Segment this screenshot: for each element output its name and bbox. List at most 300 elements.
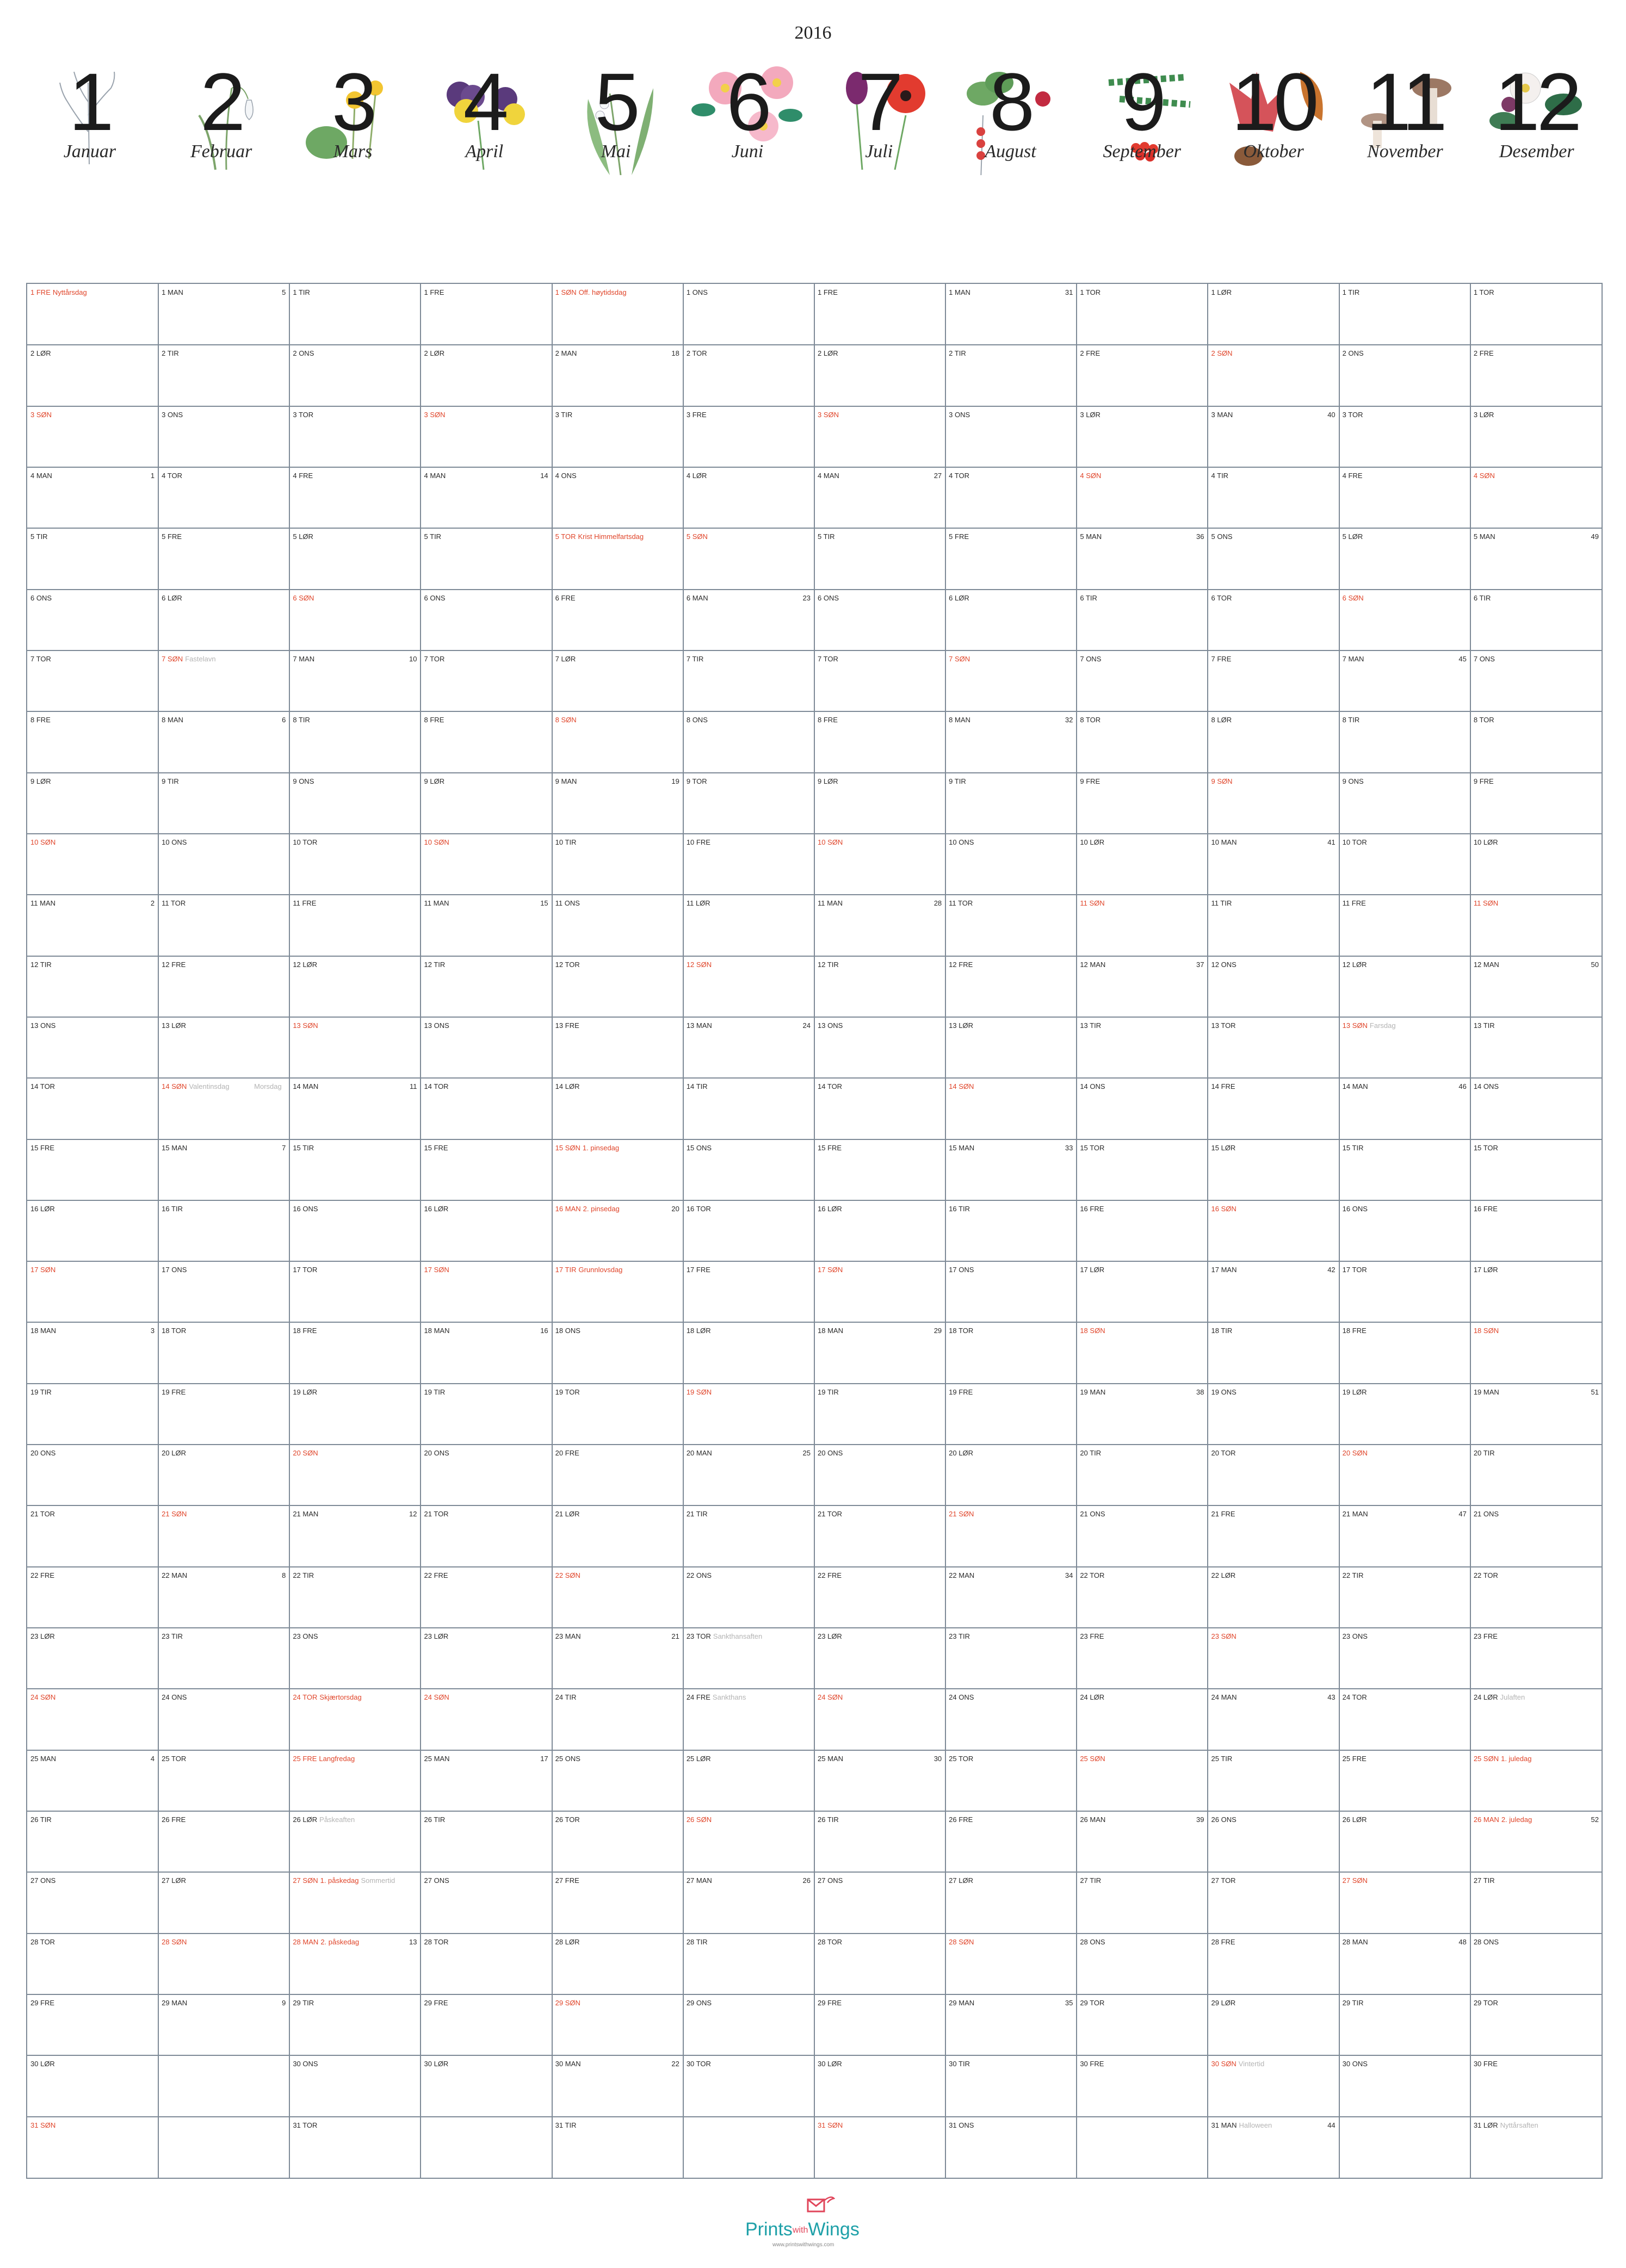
day-cell[interactable] xyxy=(1470,467,1602,529)
day-cell[interactable] xyxy=(1339,1994,1471,2056)
day-cell[interactable] xyxy=(1077,1872,1208,1934)
day-cell[interactable] xyxy=(27,2117,159,2178)
day-cell[interactable] xyxy=(1208,834,1340,895)
day-cell[interactable] xyxy=(1339,2055,1471,2117)
day-cell[interactable] xyxy=(1077,1261,1208,1323)
day-cell[interactable] xyxy=(27,284,159,345)
day-cell[interactable] xyxy=(814,2117,946,2178)
day-cell[interactable] xyxy=(552,1628,684,1689)
day-cell[interactable] xyxy=(945,2055,1077,2117)
day-cell[interactable] xyxy=(552,956,684,1018)
day-cell[interactable] xyxy=(1077,1139,1208,1201)
day-cell[interactable] xyxy=(945,1078,1077,1139)
day-cell[interactable] xyxy=(1208,1872,1340,1934)
day-cell[interactable] xyxy=(552,650,684,712)
day-cell[interactable] xyxy=(27,1078,159,1139)
day-cell[interactable] xyxy=(289,2055,421,2117)
day-cell[interactable] xyxy=(27,467,159,529)
day-cell[interactable] xyxy=(945,1384,1077,1445)
day-cell[interactable] xyxy=(1077,2117,1208,2178)
day-cell[interactable] xyxy=(289,773,421,834)
day-cell[interactable] xyxy=(289,650,421,712)
day-cell[interactable] xyxy=(1339,528,1471,590)
day-cell[interactable] xyxy=(289,956,421,1018)
day-cell[interactable] xyxy=(552,1505,684,1567)
day-cell[interactable] xyxy=(27,528,159,590)
day-cell[interactable] xyxy=(158,1017,290,1079)
day-cell[interactable] xyxy=(289,895,421,956)
day-cell[interactable] xyxy=(1208,284,1340,345)
day-cell[interactable] xyxy=(945,1567,1077,1628)
day-cell[interactable] xyxy=(945,528,1077,590)
day-cell[interactable] xyxy=(27,1567,159,1628)
day-cell[interactable] xyxy=(683,1322,815,1384)
day-cell[interactable] xyxy=(1339,956,1471,1018)
day-cell[interactable] xyxy=(1077,1384,1208,1445)
day-cell[interactable] xyxy=(1077,773,1208,834)
day-cell[interactable] xyxy=(814,1567,946,1628)
day-cell[interactable] xyxy=(683,834,815,895)
day-cell[interactable] xyxy=(814,406,946,468)
day-cell[interactable] xyxy=(158,1200,290,1262)
day-cell[interactable] xyxy=(814,1505,946,1567)
day-cell[interactable] xyxy=(421,467,553,529)
day-cell[interactable] xyxy=(1339,1872,1471,1934)
day-cell[interactable] xyxy=(1339,1139,1471,1201)
day-cell[interactable] xyxy=(814,467,946,529)
day-cell[interactable] xyxy=(1339,1628,1471,1689)
day-cell[interactable] xyxy=(27,711,159,773)
day-cell[interactable] xyxy=(1470,711,1602,773)
day-cell[interactable] xyxy=(683,2117,815,2178)
day-cell[interactable] xyxy=(814,1445,946,1506)
day-cell[interactable] xyxy=(552,834,684,895)
day-cell[interactable] xyxy=(1208,1017,1340,1079)
day-cell[interactable] xyxy=(158,1872,290,1934)
day-cell[interactable] xyxy=(814,1628,946,1689)
day-cell[interactable] xyxy=(1077,1689,1208,1750)
day-cell[interactable] xyxy=(945,1811,1077,1873)
day-cell[interactable] xyxy=(814,773,946,834)
day-cell[interactable] xyxy=(27,895,159,956)
day-cell[interactable] xyxy=(683,1934,815,1995)
day-cell[interactable] xyxy=(1339,1261,1471,1323)
day-cell[interactable] xyxy=(158,284,290,345)
day-cell[interactable] xyxy=(552,1750,684,1812)
day-cell[interactable] xyxy=(289,467,421,529)
day-cell[interactable] xyxy=(1077,1322,1208,1384)
day-cell[interactable] xyxy=(814,711,946,773)
day-cell[interactable] xyxy=(552,1445,684,1506)
day-cell[interactable] xyxy=(945,956,1077,1018)
day-cell[interactable] xyxy=(1339,406,1471,468)
day-cell[interactable] xyxy=(1077,1567,1208,1628)
day-cell[interactable] xyxy=(814,956,946,1018)
day-cell[interactable] xyxy=(552,1261,684,1323)
day-cell[interactable] xyxy=(1470,1078,1602,1139)
day-cell[interactable] xyxy=(1339,1750,1471,1812)
day-cell[interactable] xyxy=(945,1505,1077,1567)
day-cell[interactable] xyxy=(158,711,290,773)
day-cell[interactable] xyxy=(1470,1628,1602,1689)
day-cell[interactable] xyxy=(27,345,159,406)
day-cell[interactable] xyxy=(1077,650,1208,712)
day-cell[interactable] xyxy=(552,1567,684,1628)
day-cell[interactable] xyxy=(1470,1750,1602,1812)
day-cell[interactable] xyxy=(1470,284,1602,345)
day-cell[interactable] xyxy=(814,1200,946,1262)
day-cell[interactable] xyxy=(1470,1261,1602,1323)
day-cell[interactable] xyxy=(1208,1139,1340,1201)
day-cell[interactable] xyxy=(1208,1811,1340,1873)
day-cell[interactable] xyxy=(552,1139,684,1201)
day-cell[interactable] xyxy=(1208,1078,1340,1139)
day-cell[interactable] xyxy=(1339,284,1471,345)
day-cell[interactable] xyxy=(158,1139,290,1201)
day-cell[interactable] xyxy=(814,1017,946,1079)
day-cell[interactable] xyxy=(158,1934,290,1995)
day-cell[interactable] xyxy=(158,1628,290,1689)
day-cell[interactable] xyxy=(1077,711,1208,773)
day-cell[interactable] xyxy=(158,956,290,1018)
day-cell[interactable] xyxy=(552,895,684,956)
day-cell[interactable] xyxy=(552,345,684,406)
day-cell[interactable] xyxy=(552,773,684,834)
day-cell[interactable] xyxy=(158,1689,290,1750)
day-cell[interactable] xyxy=(421,1322,553,1384)
day-cell[interactable] xyxy=(27,1200,159,1262)
day-cell[interactable] xyxy=(289,1139,421,1201)
day-cell[interactable] xyxy=(158,1750,290,1812)
day-cell[interactable] xyxy=(158,1505,290,1567)
day-cell[interactable] xyxy=(289,1200,421,1262)
day-cell[interactable] xyxy=(289,590,421,651)
day-cell[interactable] xyxy=(945,1628,1077,1689)
day-cell[interactable] xyxy=(1470,773,1602,834)
day-cell[interactable] xyxy=(683,1872,815,1934)
day-cell[interactable] xyxy=(945,406,1077,468)
day-cell[interactable] xyxy=(289,1750,421,1812)
day-cell[interactable] xyxy=(814,1078,946,1139)
day-cell[interactable] xyxy=(1339,1689,1471,1750)
day-cell[interactable] xyxy=(683,1750,815,1812)
day-cell[interactable] xyxy=(1077,1505,1208,1567)
day-cell[interactable] xyxy=(552,2117,684,2178)
day-cell[interactable] xyxy=(945,1261,1077,1323)
day-cell[interactable] xyxy=(289,284,421,345)
day-cell[interactable] xyxy=(1208,1750,1340,1812)
day-cell[interactable] xyxy=(289,1017,421,1079)
day-cell[interactable] xyxy=(552,1689,684,1750)
day-cell[interactable] xyxy=(1470,834,1602,895)
day-cell[interactable] xyxy=(1470,528,1602,590)
day-cell[interactable] xyxy=(1339,1567,1471,1628)
day-cell[interactable] xyxy=(27,406,159,468)
day-cell[interactable] xyxy=(1470,2117,1602,2178)
day-cell[interactable] xyxy=(1077,1078,1208,1139)
day-cell[interactable] xyxy=(1208,1689,1340,1750)
day-cell[interactable] xyxy=(1339,773,1471,834)
day-cell[interactable] xyxy=(1339,2117,1471,2178)
day-cell[interactable] xyxy=(1208,1322,1340,1384)
day-cell[interactable] xyxy=(289,834,421,895)
day-cell[interactable] xyxy=(945,1139,1077,1201)
day-cell[interactable] xyxy=(289,1078,421,1139)
day-cell[interactable] xyxy=(683,1139,815,1201)
day-cell[interactable] xyxy=(421,1750,553,1812)
day-cell[interactable] xyxy=(945,1934,1077,1995)
day-cell[interactable] xyxy=(158,1445,290,1506)
day-cell[interactable] xyxy=(1208,711,1340,773)
day-cell[interactable] xyxy=(421,773,553,834)
day-cell[interactable] xyxy=(27,1017,159,1079)
day-cell[interactable] xyxy=(1077,1628,1208,1689)
day-cell[interactable] xyxy=(814,650,946,712)
day-cell[interactable] xyxy=(158,895,290,956)
day-cell[interactable] xyxy=(1077,528,1208,590)
day-cell[interactable] xyxy=(1339,1384,1471,1445)
day-cell[interactable] xyxy=(158,2117,290,2178)
day-cell[interactable] xyxy=(1470,1934,1602,1995)
day-cell[interactable] xyxy=(1077,467,1208,529)
day-cell[interactable] xyxy=(1208,1384,1340,1445)
day-cell[interactable] xyxy=(27,1139,159,1201)
day-cell[interactable] xyxy=(421,1872,553,1934)
day-cell[interactable] xyxy=(1339,1811,1471,1873)
day-cell[interactable] xyxy=(552,2055,684,2117)
day-cell[interactable] xyxy=(1339,590,1471,651)
day-cell[interactable] xyxy=(289,528,421,590)
day-cell[interactable] xyxy=(421,1261,553,1323)
day-cell[interactable] xyxy=(683,895,815,956)
day-cell[interactable] xyxy=(158,590,290,651)
day-cell[interactable] xyxy=(27,1505,159,1567)
day-cell[interactable] xyxy=(158,1078,290,1139)
day-cell[interactable] xyxy=(814,2055,946,2117)
day-cell[interactable] xyxy=(1470,1567,1602,1628)
day-cell[interactable] xyxy=(552,1994,684,2056)
day-cell[interactable] xyxy=(1077,1200,1208,1262)
day-cell[interactable] xyxy=(683,1628,815,1689)
day-cell[interactable] xyxy=(945,1750,1077,1812)
day-cell[interactable] xyxy=(552,1078,684,1139)
day-cell[interactable] xyxy=(683,1994,815,2056)
day-cell[interactable] xyxy=(1470,345,1602,406)
day-cell[interactable] xyxy=(1339,1322,1471,1384)
day-cell[interactable] xyxy=(421,895,553,956)
day-cell[interactable] xyxy=(1208,1505,1340,1567)
day-cell[interactable] xyxy=(158,345,290,406)
day-cell[interactable] xyxy=(1208,1934,1340,1995)
day-cell[interactable] xyxy=(945,1445,1077,1506)
day-cell[interactable] xyxy=(1339,711,1471,773)
day-cell[interactable] xyxy=(27,650,159,712)
day-cell[interactable] xyxy=(289,1384,421,1445)
day-cell[interactable] xyxy=(552,284,684,345)
day-cell[interactable] xyxy=(289,1872,421,1934)
day-cell[interactable] xyxy=(1339,1078,1471,1139)
day-cell[interactable] xyxy=(552,1811,684,1873)
day-cell[interactable] xyxy=(1208,1628,1340,1689)
day-cell[interactable] xyxy=(1470,1384,1602,1445)
day-cell[interactable] xyxy=(289,1505,421,1567)
day-cell[interactable] xyxy=(1208,467,1340,529)
day-cell[interactable] xyxy=(1077,1017,1208,1079)
day-cell[interactable] xyxy=(27,1994,159,2056)
day-cell[interactable] xyxy=(421,1567,553,1628)
day-cell[interactable] xyxy=(27,1872,159,1934)
day-cell[interactable] xyxy=(683,406,815,468)
day-cell[interactable] xyxy=(1077,1445,1208,1506)
day-cell[interactable] xyxy=(683,1567,815,1628)
day-cell[interactable] xyxy=(683,773,815,834)
day-cell[interactable] xyxy=(1470,1139,1602,1201)
day-cell[interactable] xyxy=(27,1934,159,1995)
day-cell[interactable] xyxy=(683,650,815,712)
day-cell[interactable] xyxy=(552,590,684,651)
day-cell[interactable] xyxy=(814,895,946,956)
day-cell[interactable] xyxy=(421,956,553,1018)
day-cell[interactable] xyxy=(814,834,946,895)
day-cell[interactable] xyxy=(27,590,159,651)
day-cell[interactable] xyxy=(1470,590,1602,651)
day-cell[interactable] xyxy=(421,650,553,712)
day-cell[interactable] xyxy=(814,1994,946,2056)
day-cell[interactable] xyxy=(683,284,815,345)
day-cell[interactable] xyxy=(552,1934,684,1995)
day-cell[interactable] xyxy=(1339,1017,1471,1079)
day-cell[interactable] xyxy=(814,284,946,345)
day-cell[interactable] xyxy=(1208,1261,1340,1323)
day-cell[interactable] xyxy=(552,1017,684,1079)
day-cell[interactable] xyxy=(1470,1811,1602,1873)
day-cell[interactable] xyxy=(421,284,553,345)
day-cell[interactable] xyxy=(289,1934,421,1995)
day-cell[interactable] xyxy=(289,1445,421,1506)
day-cell[interactable] xyxy=(1339,834,1471,895)
day-cell[interactable] xyxy=(421,711,553,773)
day-cell[interactable] xyxy=(683,1445,815,1506)
day-cell[interactable] xyxy=(421,1200,553,1262)
day-cell[interactable] xyxy=(421,1994,553,2056)
day-cell[interactable] xyxy=(27,956,159,1018)
day-cell[interactable] xyxy=(814,1384,946,1445)
day-cell[interactable] xyxy=(1208,2055,1340,2117)
day-cell[interactable] xyxy=(158,1994,290,2056)
day-cell[interactable] xyxy=(158,1384,290,1445)
day-cell[interactable] xyxy=(421,1628,553,1689)
day-cell[interactable] xyxy=(683,528,815,590)
day-cell[interactable] xyxy=(27,1445,159,1506)
day-cell[interactable] xyxy=(814,1811,946,1873)
day-cell[interactable] xyxy=(814,1872,946,1934)
day-cell[interactable] xyxy=(27,1628,159,1689)
day-cell[interactable] xyxy=(27,1750,159,1812)
day-cell[interactable] xyxy=(1077,956,1208,1018)
day-cell[interactable] xyxy=(683,956,815,1018)
day-cell[interactable] xyxy=(421,1078,553,1139)
day-cell[interactable] xyxy=(1077,284,1208,345)
day-cell[interactable] xyxy=(1470,2055,1602,2117)
day-cell[interactable] xyxy=(552,711,684,773)
day-cell[interactable] xyxy=(1339,1200,1471,1262)
day-cell[interactable] xyxy=(945,1689,1077,1750)
day-cell[interactable] xyxy=(421,1505,553,1567)
day-cell[interactable] xyxy=(683,467,815,529)
day-cell[interactable] xyxy=(814,1139,946,1201)
day-cell[interactable] xyxy=(1470,1322,1602,1384)
day-cell[interactable] xyxy=(1077,1811,1208,1873)
day-cell[interactable] xyxy=(683,1505,815,1567)
day-cell[interactable] xyxy=(1208,345,1340,406)
day-cell[interactable] xyxy=(421,1139,553,1201)
day-cell[interactable] xyxy=(683,1811,815,1873)
day-cell[interactable] xyxy=(1208,1567,1340,1628)
day-cell[interactable] xyxy=(158,1322,290,1384)
day-cell[interactable] xyxy=(27,2055,159,2117)
day-cell[interactable] xyxy=(1077,406,1208,468)
day-cell[interactable] xyxy=(1077,2055,1208,2117)
day-cell[interactable] xyxy=(289,1811,421,1873)
day-cell[interactable] xyxy=(683,1261,815,1323)
day-cell[interactable] xyxy=(289,1261,421,1323)
day-cell[interactable] xyxy=(27,1261,159,1323)
day-cell[interactable] xyxy=(289,1994,421,2056)
day-cell[interactable] xyxy=(945,1017,1077,1079)
day-cell[interactable] xyxy=(289,406,421,468)
day-cell[interactable] xyxy=(27,1689,159,1750)
day-cell[interactable] xyxy=(421,2055,553,2117)
day-cell[interactable] xyxy=(158,1811,290,1873)
day-cell[interactable] xyxy=(683,2055,815,2117)
day-cell[interactable] xyxy=(683,1017,815,1079)
day-cell[interactable] xyxy=(158,528,290,590)
day-cell[interactable] xyxy=(1339,1505,1471,1567)
day-cell[interactable] xyxy=(1470,1689,1602,1750)
day-cell[interactable] xyxy=(1208,956,1340,1018)
day-cell[interactable] xyxy=(945,1200,1077,1262)
day-cell[interactable] xyxy=(27,834,159,895)
day-cell[interactable] xyxy=(552,528,684,590)
day-cell[interactable] xyxy=(421,834,553,895)
day-cell[interactable] xyxy=(27,1811,159,1873)
day-cell[interactable] xyxy=(814,1322,946,1384)
day-cell[interactable] xyxy=(158,406,290,468)
day-cell[interactable] xyxy=(945,773,1077,834)
day-cell[interactable] xyxy=(1470,1994,1602,2056)
day-cell[interactable] xyxy=(158,1261,290,1323)
day-cell[interactable] xyxy=(289,2117,421,2178)
day-cell[interactable] xyxy=(1077,834,1208,895)
day-cell[interactable] xyxy=(421,528,553,590)
day-cell[interactable] xyxy=(683,590,815,651)
day-cell[interactable] xyxy=(1208,1994,1340,2056)
day-cell[interactable] xyxy=(1470,1872,1602,1934)
day-cell[interactable] xyxy=(945,1994,1077,2056)
day-cell[interactable] xyxy=(945,590,1077,651)
day-cell[interactable] xyxy=(1470,895,1602,956)
day-cell[interactable] xyxy=(814,590,946,651)
day-cell[interactable] xyxy=(814,1261,946,1323)
day-cell[interactable] xyxy=(1208,773,1340,834)
day-cell[interactable] xyxy=(945,1322,1077,1384)
day-cell[interactable] xyxy=(421,1689,553,1750)
day-cell[interactable] xyxy=(421,2117,553,2178)
day-cell[interactable] xyxy=(1339,650,1471,712)
day-cell[interactable] xyxy=(814,1934,946,1995)
day-cell[interactable] xyxy=(27,773,159,834)
day-cell[interactable] xyxy=(1208,2117,1340,2178)
